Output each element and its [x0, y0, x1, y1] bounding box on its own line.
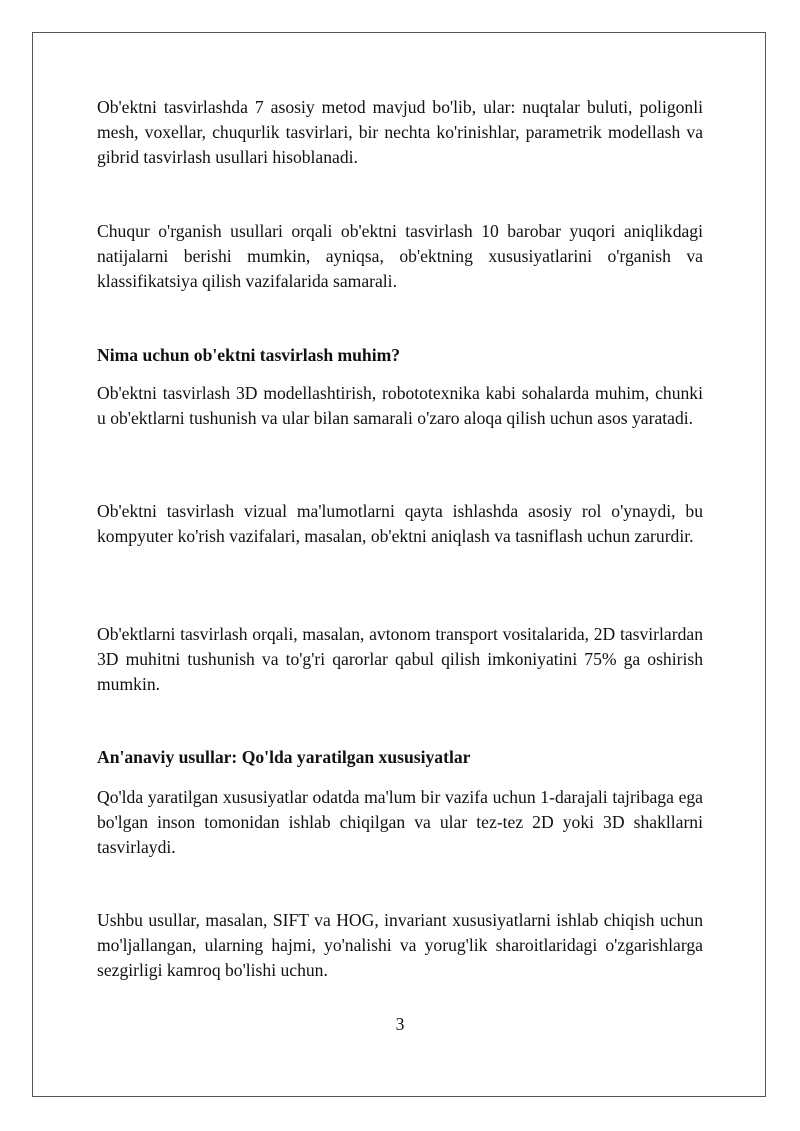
paragraph-autonomous-vehicles: Ob'ektlarni tasvirlash orqali, masalan, avtonom transport vositalarida, 2D tasvirlardan 3D muhitni tushunish va to'g'ri qarorlar qabul qilish imkoniyatini 75% ga oshirish mumkin. [97, 624, 703, 694]
paragraph-visual-processing-role: Ob'ektni tasvirlash vizual ma'lumotlarni qayta ishlashda asosiy rol o'ynaydi, bu kompyuter ko'rish vazifalari, masalan, ob'ektni aniqlash va tasniflash uchun zarurdir. [97, 501, 703, 546]
paragraph-object-representation-methods: Ob'ektni tasvirlashda 7 asosiy metod mavjud bo'lib, ular: nuqtalar buluti, poligonli mesh, voxellar, chuqurlik tasvirlari, bir nechta ko'rinishlar, parametrik modellash va gibrid tasvirlash usullari hisoblanadi. [97, 97, 703, 167]
heading-traditional-methods: An'anaviy usullar: Qo'lda yaratilgan xususiyatlar [97, 747, 471, 767]
paragraph-handcrafted-features: Qo'lda yaratilgan xususiyatlar odatda ma'lum bir vazifa uchun 1-darajali tajribaga ega bo'lgan inson tomonidan ishlab chiqilgan va ular tez-tez 2D yoki 3D shakllarni tasvirlaydi. [97, 787, 703, 857]
heading-why-important: Nima uchun ob'ektni tasvirlash muhim? [97, 345, 401, 365]
paragraph-3d-modeling-robotics: Ob'ektni tasvirlash 3D modellashtirish, robototexnika kabi sohalarda muhim, chunki u ob'ektlarni tushunish va ular bilan samarali o'zaro aloqa qilish uchun asos yaratadi. [97, 383, 703, 428]
paragraph-sift-hog: Ushbu usullar, masalan, SIFT va HOG, invariant xususiyatlarni ishlab chiqish uchun mo'ljallangan, ularning hajmi, yo'nalishi va yorug'lik sharoitlaridagi o'zgarishlarga sezgirligi kamroq bo'lishi uchun. [97, 910, 703, 980]
paragraph-deep-learning-accuracy: Chuqur o'rganish usullari orqali ob'ektni tasvirlash 10 barobar yuqori aniqlikdagi natijalarni berishi mumkin, ayniqsa, ob'ektning xususiyatlarini o'rganish va klassifikatsiya qilish vazifalarida samarali. [97, 221, 703, 291]
page-number: 3 [395, 1014, 405, 1034]
